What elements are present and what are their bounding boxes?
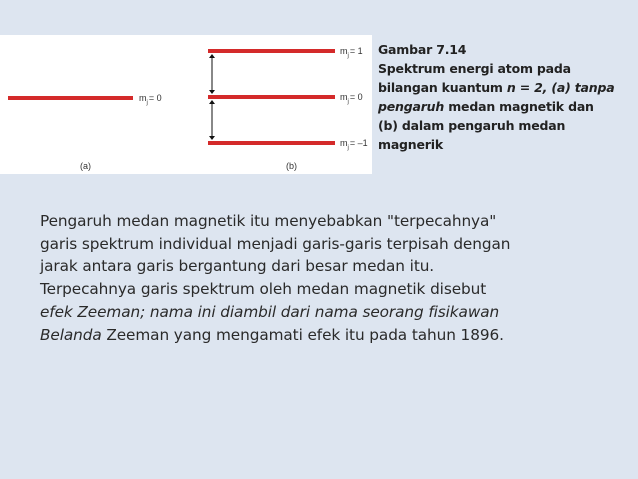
energy-level-diagram xyxy=(0,35,372,174)
caption-line: pengaruh medan magnetik dan xyxy=(378,99,594,114)
figure-caption xyxy=(378,40,633,154)
paragraph-line: jarak antara garis bergantung dari besar medan itu. xyxy=(40,257,435,276)
arrow-down-icon xyxy=(209,136,215,140)
paragraph-line: Belanda Zeeman yang mengamati efek itu pada tahun 1896. xyxy=(40,325,504,344)
label-b-plus1: $m_j= 1$ xyxy=(340,46,363,59)
level-line-b-minus1 xyxy=(208,141,335,145)
figure-zeeman xyxy=(0,35,372,174)
level-line-a xyxy=(8,96,133,100)
caption-title: Gambar 7.14 xyxy=(378,42,467,57)
label-b-minus1: $m_j= -1$ xyxy=(340,138,368,151)
panel-b-caption: (b) xyxy=(286,161,297,171)
level-line-b-plus1 xyxy=(208,49,335,53)
paragraph-line: Pengaruh medan magnetik itu menyebabkan "terpecahnya" xyxy=(40,212,497,230)
caption-line: (b) dalam pengaruh medan xyxy=(378,118,566,133)
level-line-b-0 xyxy=(208,95,335,99)
caption-line: bilangan kuantum n = 2, (a) tanpa xyxy=(378,80,615,95)
arrow-up-icon xyxy=(209,100,215,104)
panel-a-caption: (a) xyxy=(80,161,91,171)
caption-line: Spektrum energi atom pada xyxy=(378,61,571,76)
label-b-0: $m_j= 0$ xyxy=(340,92,363,105)
arrow-up-icon xyxy=(209,54,215,58)
paragraph-line: efek Zeeman; nama ini diambil dari nama seorang fisikawan xyxy=(40,302,500,321)
label-a: $m_j= 0$ xyxy=(139,93,162,106)
caption-line: magnerik xyxy=(378,137,443,152)
arrow-down-icon xyxy=(209,90,215,94)
body-paragraph xyxy=(40,210,610,346)
paragraph-line: Terpecahnya garis spektrum oleh medan magnetik disebut xyxy=(40,280,487,299)
paragraph-line: garis spektrum individual menjadi garis-garis terpisah dengan xyxy=(40,234,511,253)
